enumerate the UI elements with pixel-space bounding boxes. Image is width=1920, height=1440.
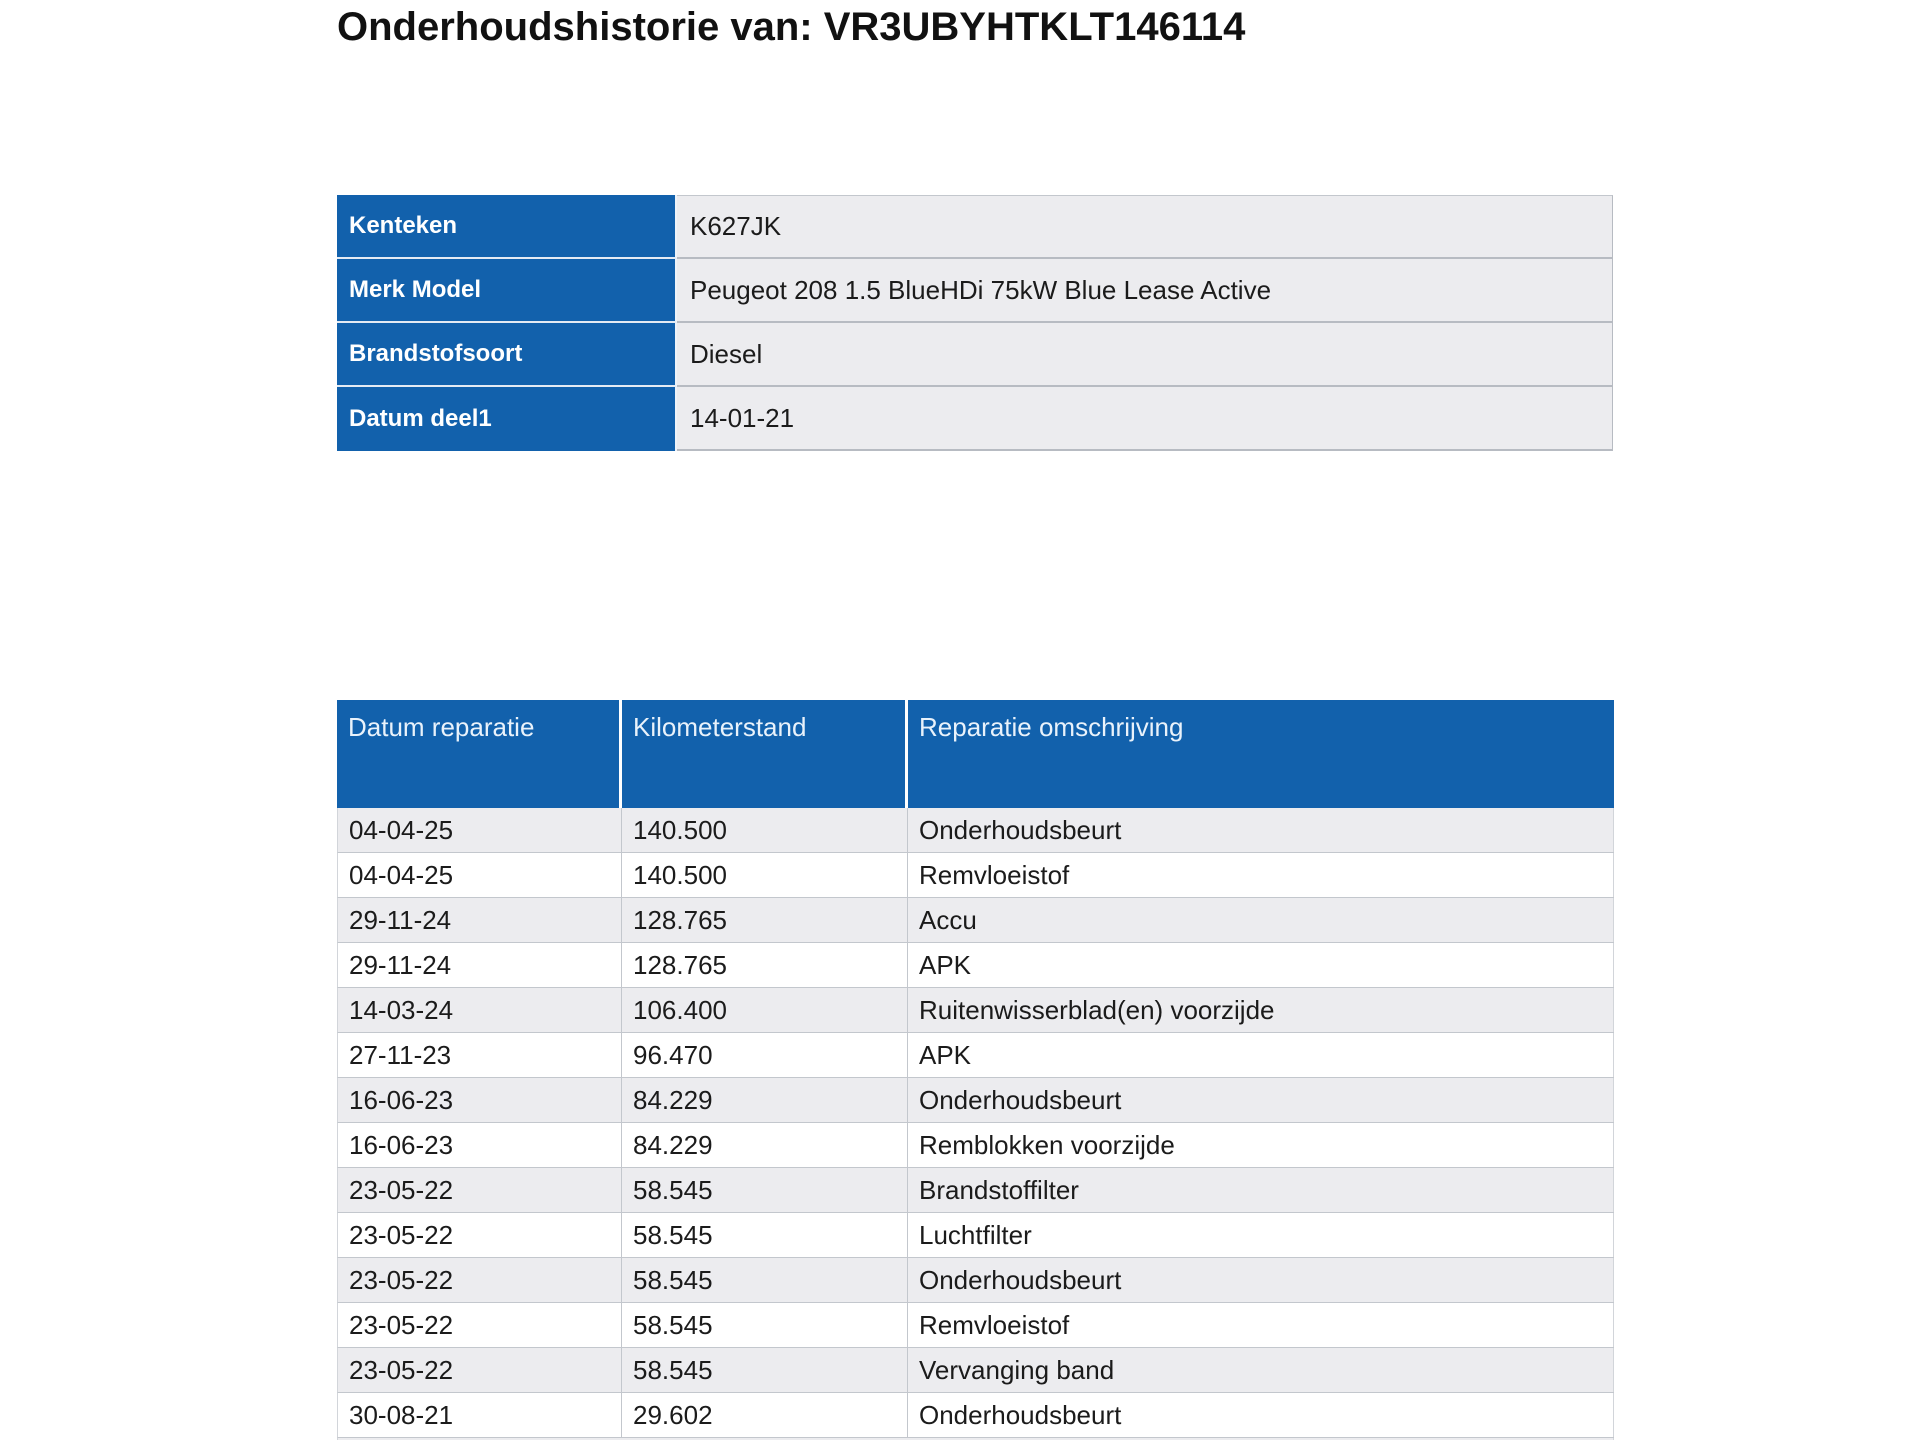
vehicle-info-value: 14-01-21 [677, 387, 1613, 451]
odometer-cell: 58.545 [622, 1348, 908, 1392]
vehicle-info-value: Peugeot 208 1.5 BlueHDi 75kW Blue Lease Active [677, 259, 1613, 323]
repair-description-cell: APK [908, 943, 1614, 987]
odometer-cell: 128.765 [622, 943, 908, 987]
table-row [337, 1348, 1614, 1393]
repair-description-cell: Onderhoudsbeurt [908, 1258, 1614, 1302]
repair-date-cell: 23-05-22 [338, 1258, 622, 1302]
vehicle-info-value: Diesel [677, 323, 1613, 387]
table-row [337, 1078, 1614, 1123]
odometer-cell: 84.229 [622, 1123, 908, 1167]
repair-date-cell: 30-08-21 [338, 1393, 622, 1437]
repair-date-cell: 23-05-22 [338, 1303, 622, 1347]
repair-date-cell: 29-11-24 [338, 943, 622, 987]
odometer-cell: 58.545 [622, 1258, 908, 1302]
odometer-cell: 29.602 [622, 1393, 908, 1437]
table-row [337, 898, 1614, 943]
vehicle-info-label: Brandstofsoort [337, 323, 677, 387]
repair-description-cell: Remvloeistof [908, 1303, 1614, 1347]
vehicle-info-label: Kenteken [337, 195, 677, 259]
odometer-cell: 128.765 [622, 898, 908, 942]
odometer-cell: 58.545 [622, 1168, 908, 1212]
vehicle-info-label: Merk Model [337, 259, 677, 323]
vehicle-info-row [337, 387, 1613, 451]
repair-description-cell: Brandstoffilter [908, 1168, 1614, 1212]
odometer-cell: 84.229 [622, 1078, 908, 1122]
repair-date-cell: 23-05-22 [338, 1348, 622, 1392]
table-row [337, 1303, 1614, 1348]
table-row [337, 1033, 1614, 1078]
table-row [337, 1213, 1614, 1258]
repair-description-cell: Ruitenwisserblad(en) voorzijde [908, 988, 1614, 1032]
maintenance-column-header: Kilometerstand [622, 700, 908, 808]
vehicle-info-row [337, 323, 1613, 387]
odometer-cell: 140.500 [622, 853, 908, 897]
repair-date-cell: 04-04-25 [338, 853, 622, 897]
repair-description-cell: APK [908, 1033, 1614, 1077]
vehicle-info-value: K627JK [677, 195, 1613, 259]
repair-date-cell: 29-11-24 [338, 898, 622, 942]
odometer-cell: 96.470 [622, 1033, 908, 1077]
repair-description-cell: Remvloeistof [908, 853, 1614, 897]
repair-date-cell: 14-03-24 [338, 988, 622, 1032]
odometer-cell: 140.500 [622, 808, 908, 852]
maintenance-history-table [337, 700, 1614, 1440]
repair-description-cell: Vervanging band [908, 1348, 1614, 1392]
table-row [337, 1258, 1614, 1303]
repair-date-cell: 04-04-25 [338, 808, 622, 852]
vehicle-info-row [337, 259, 1613, 323]
maintenance-table-body [337, 808, 1614, 1438]
table-row [337, 988, 1614, 1033]
maintenance-table-header-row [337, 700, 1614, 808]
repair-description-cell: Onderhoudsbeurt [908, 1078, 1614, 1122]
repair-description-cell: Onderhoudsbeurt [908, 1393, 1614, 1437]
table-row [337, 943, 1614, 988]
repair-date-cell: 23-05-22 [338, 1213, 622, 1257]
maintenance-column-header: Reparatie omschrijving [919, 712, 1184, 742]
odometer-cell: 106.400 [622, 988, 908, 1032]
repair-description-cell: Luchtfilter [908, 1213, 1614, 1257]
vehicle-info-label: Datum deel1 [337, 387, 677, 451]
table-row [337, 1168, 1614, 1213]
repair-description-cell: Remblokken voorzijde [908, 1123, 1614, 1167]
table-row [337, 1393, 1614, 1438]
maintenance-column-header: Datum reparatie [337, 700, 622, 808]
table-row [337, 1123, 1614, 1168]
vehicle-info-row [337, 195, 1613, 259]
page-title: Onderhoudshistorie van: VR3UBYHTKLT146114 [337, 5, 1246, 49]
vehicle-info-table [337, 195, 1613, 451]
table-row [337, 808, 1614, 853]
repair-date-cell: 23-05-22 [338, 1168, 622, 1212]
odometer-cell: 58.545 [622, 1303, 908, 1347]
repair-description-cell: Accu [908, 898, 1614, 942]
repair-description-cell: Onderhoudsbeurt [908, 808, 1614, 852]
repair-date-cell: 16-06-23 [338, 1123, 622, 1167]
repair-date-cell: 16-06-23 [338, 1078, 622, 1122]
repair-date-cell: 27-11-23 [338, 1033, 622, 1077]
odometer-cell: 58.545 [622, 1213, 908, 1257]
table-row [337, 853, 1614, 898]
